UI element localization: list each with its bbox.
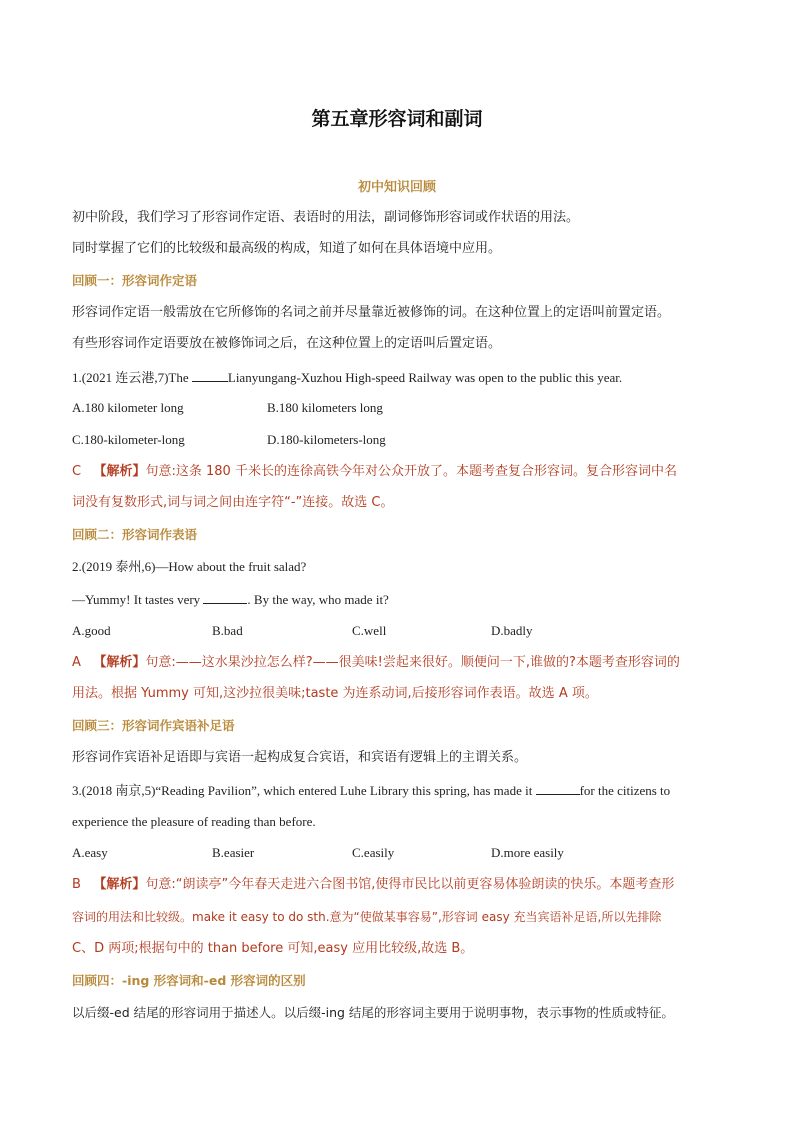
answer-letter: C: [72, 464, 82, 479]
answer-1-line-2: 词没有复数形式,词与词之间由连字符“-”连接。故选 C。: [72, 495, 394, 510]
analysis-text: 句意:“朗读亭”今年春天走进六合图书馆,使得市民比以前更容易体验朗读的快乐。本题考查形: [145, 877, 675, 892]
question-2-line-1: 2.(2019 泰州,6)—How about the fruit salad?: [72, 559, 307, 574]
question-2-stem-start: —Yummy! It tastes very: [72, 592, 204, 607]
section-heading-4: 回顾四：-ing 形容词和-ed 形容词的区别: [72, 973, 306, 988]
section-heading-1: 回顾一：形容词作定语: [72, 273, 198, 288]
page-title: 第五章形容词和副词: [311, 108, 483, 130]
question-3-stem-start: 3.(2018 南京,5)“Reading Pavilion”, which entered Luhe Library this spring, has made it: [72, 783, 536, 798]
question-2-line-2: [72, 591, 389, 608]
analysis-tag: 【解析】: [93, 877, 146, 892]
answer-2-line-2: 用法。根据 Yummy 可知,这沙拉很美味;taste 为连系动词,后接形容词作表语。故选 A 项。: [72, 686, 598, 701]
question-2-stem-end: . By the way, who made it?: [247, 592, 389, 607]
answer-blank: [536, 782, 580, 795]
option-d: D.180-kilometers-long: [267, 432, 386, 447]
intro-line-2: 同时掌握了它们的比较级和最高级的构成，知道了如何在具体语境中应用。: [72, 241, 502, 256]
option-c: C.180-kilometer-long: [72, 432, 185, 447]
analysis-tag: 【解析】: [93, 464, 146, 479]
answer-letter: B: [72, 877, 81, 892]
section-heading-2: 回顾二：形容词作表语: [72, 527, 198, 542]
answer-blank: [192, 369, 228, 382]
answer-blank: [203, 591, 247, 604]
section-4-desc-1: 以后缀-ed 结尾的形容词用于描述人。以后缀-ing 结尾的形容词主要用于说明事物，表示事物的性质或特征。: [72, 1005, 674, 1020]
answer-3-line-1: [72, 877, 674, 893]
option-a: A.180 kilometer long: [72, 400, 184, 415]
analysis-text: 句意:这条 180 千米长的连徐高铁今年对公众开放了。本题考查复合形容词。复合形容词中名: [145, 464, 677, 479]
question-1-stem-end: Lianyungang-Xuzhou High-speed Railway was open to the public this year.: [227, 370, 623, 385]
intro-line-1: 初中阶段，我们学习了形容词作定语、表语时的用法，副词修饰形容词或作状语的用法。: [72, 210, 580, 225]
option-b: B.bad: [212, 623, 243, 638]
section-1-desc-2: 有些形容词作定语要放在被修饰词之后，在这种位置上的定语叫后置定语。: [72, 336, 502, 351]
question-1: [72, 369, 622, 386]
option-d: D.more easily: [491, 845, 564, 860]
answer-2-line-1: [72, 655, 680, 671]
option-c: C.easily: [352, 845, 395, 860]
option-d: D.badly: [491, 623, 533, 638]
question-1-stem-start: 1.(2021 连云港,7)The: [72, 370, 192, 385]
analysis-tag: 【解析】: [93, 655, 146, 670]
answer-3-line-2: 容词的用法和比较级。make it easy to do sth.意为“使做某事容易”,形容词 easy 充当宾语补足语,所以先排除: [72, 910, 662, 924]
question-3-line-1: [72, 782, 670, 799]
question-3-stem-end: for the citizens to: [579, 783, 671, 798]
option-a: A.good: [72, 623, 111, 638]
answer-letter: A: [72, 655, 81, 670]
section-1-desc-1: 形容词作定语一般需放在它所修饰的名词之前并尽量靠近被修饰的词。在这种位置上的定语叫前置定语。: [72, 305, 671, 320]
option-c: C.well: [352, 623, 387, 638]
question-3-line-2: experience the pleasure of reading than before.: [72, 814, 316, 829]
option-b: B.180 kilometers long: [267, 400, 383, 415]
page-subtitle: 初中知识回顾: [357, 180, 436, 195]
answer-3-line-3: C、D 两项;根据句中的 than before 可知,easy 应用比较级,故选 B。: [72, 941, 474, 956]
section-3-desc-1: 形容词作宾语补足语即与宾语一起构成复合宾语，和宾语有逻辑上的主谓关系。: [72, 750, 528, 765]
answer-1-line-1: [72, 464, 677, 480]
analysis-text: 句意:——这水果沙拉怎么样?——很美味!尝起来很好。顺便问一下,谁做的?本题考查形容词的: [145, 655, 680, 670]
section-heading-3: 回顾三：形容词作宾语补足语: [72, 718, 235, 733]
option-b: B.easier: [212, 845, 255, 860]
option-a: A.easy: [72, 845, 108, 860]
